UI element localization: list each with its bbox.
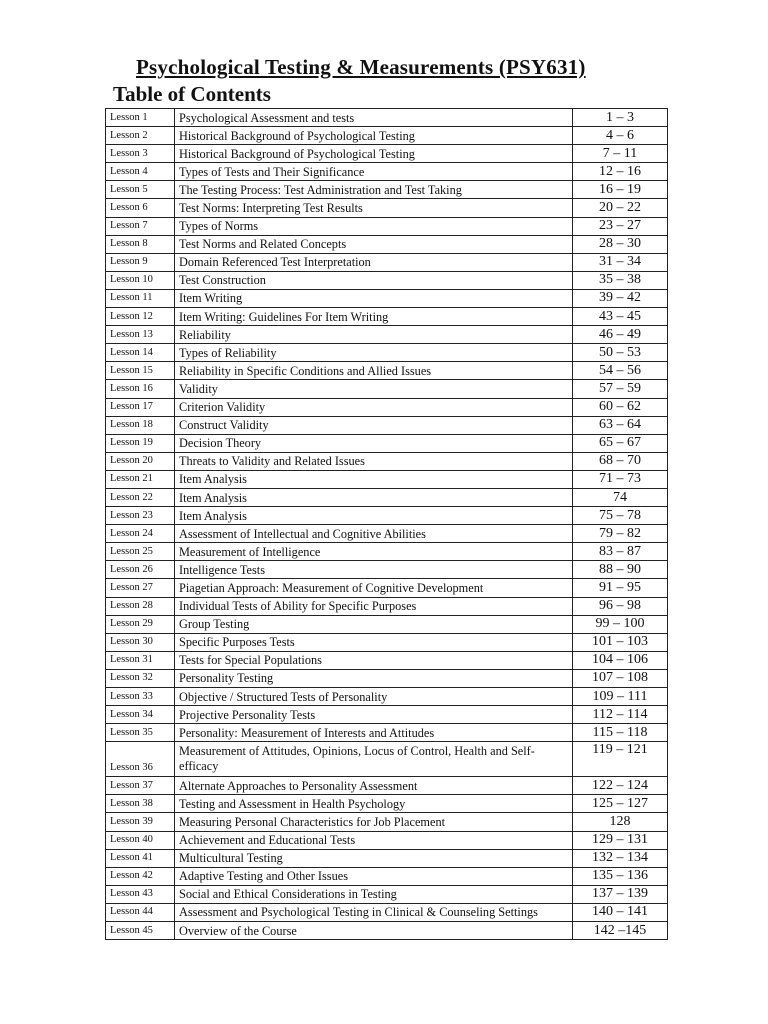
lesson-pages-cell: 71 – 73 bbox=[573, 470, 668, 488]
lesson-title-cell: Types of Reliability bbox=[175, 344, 573, 362]
document-subtitle: Table of Contents bbox=[113, 82, 271, 106]
lesson-title-cell: Measurement of Intelligence bbox=[175, 543, 573, 561]
lesson-number-cell: Lesson 35 bbox=[106, 724, 175, 742]
lesson-title-cell: Alternate Approaches to Personality Assessment bbox=[175, 777, 573, 795]
lesson-number-cell: Lesson 8 bbox=[106, 235, 175, 253]
lesson-title-cell: Historical Background of Psychological Testing bbox=[175, 127, 573, 145]
lesson-number-cell: Lesson 1 bbox=[106, 109, 175, 127]
lesson-pages-cell: 28 – 30 bbox=[573, 235, 668, 253]
lesson-pages-cell: 35 – 38 bbox=[573, 271, 668, 289]
lesson-title-cell: Social and Ethical Considerations in Testing bbox=[175, 885, 573, 903]
table-row bbox=[106, 398, 668, 416]
table-row bbox=[106, 344, 668, 362]
lesson-pages-cell: 129 – 131 bbox=[573, 831, 668, 849]
lesson-pages-cell: 83 – 87 bbox=[573, 543, 668, 561]
lesson-title-cell: Assessment and Psychological Testing in Clinical & Counseling Settings bbox=[175, 903, 573, 921]
lesson-number-cell: Lesson 43 bbox=[106, 885, 175, 903]
lesson-title-cell: Intelligence Tests bbox=[175, 561, 573, 579]
table-row bbox=[106, 217, 668, 235]
lesson-title-cell: Historical Background of Psychological Testing bbox=[175, 145, 573, 163]
lesson-pages-cell: 115 – 118 bbox=[573, 724, 668, 742]
lesson-pages-cell: 16 – 19 bbox=[573, 181, 668, 199]
table-row bbox=[106, 724, 668, 742]
table-row bbox=[106, 633, 668, 651]
lesson-pages-cell: 79 – 82 bbox=[573, 525, 668, 543]
lesson-number-cell: Lesson 39 bbox=[106, 813, 175, 831]
lesson-title-cell: Item Writing: Guidelines For Item Writing bbox=[175, 308, 573, 326]
lesson-pages-cell: 57 – 59 bbox=[573, 380, 668, 398]
lesson-pages-cell: 4 – 6 bbox=[573, 127, 668, 145]
lesson-number-cell: Lesson 9 bbox=[106, 253, 175, 271]
table-row bbox=[106, 380, 668, 398]
table-row bbox=[106, 597, 668, 615]
lesson-number-cell: Lesson 34 bbox=[106, 706, 175, 724]
lesson-number-cell: Lesson 27 bbox=[106, 579, 175, 597]
lesson-number-cell: Lesson 21 bbox=[106, 470, 175, 488]
table-row bbox=[106, 579, 668, 597]
lesson-pages-cell: 65 – 67 bbox=[573, 434, 668, 452]
lesson-pages-cell: 122 – 124 bbox=[573, 777, 668, 795]
lesson-number-cell: Lesson 5 bbox=[106, 181, 175, 199]
lesson-number-cell: Lesson 18 bbox=[106, 416, 175, 434]
lesson-title-cell: Item Analysis bbox=[175, 488, 573, 506]
lesson-number-cell: Lesson 12 bbox=[106, 308, 175, 326]
table-row bbox=[106, 326, 668, 344]
lesson-number-cell: Lesson 10 bbox=[106, 271, 175, 289]
lesson-title-cell: Item Analysis bbox=[175, 470, 573, 488]
lesson-pages-cell: 1 – 3 bbox=[573, 109, 668, 127]
lesson-title-cell: Multicultural Testing bbox=[175, 849, 573, 867]
lesson-pages-cell: 140 – 141 bbox=[573, 903, 668, 921]
table-row bbox=[106, 669, 668, 687]
lesson-pages-cell: 135 – 136 bbox=[573, 867, 668, 885]
lesson-pages-cell: 23 – 27 bbox=[573, 217, 668, 235]
document-title: Psychological Testing & Measurements (PSY631) bbox=[136, 55, 586, 79]
lesson-pages-cell: 63 – 64 bbox=[573, 416, 668, 434]
table-row bbox=[106, 795, 668, 813]
table-row bbox=[106, 253, 668, 271]
lesson-title-cell: Test Construction bbox=[175, 271, 573, 289]
lesson-title-cell: Testing and Assessment in Health Psychology bbox=[175, 795, 573, 813]
table-row bbox=[106, 488, 668, 506]
lesson-pages-cell: 68 – 70 bbox=[573, 452, 668, 470]
lesson-title-cell: Criterion Validity bbox=[175, 398, 573, 416]
lesson-number-cell: Lesson 42 bbox=[106, 867, 175, 885]
lesson-number-cell: Lesson 30 bbox=[106, 633, 175, 651]
lesson-title-cell: Achievement and Educational Tests bbox=[175, 831, 573, 849]
table-row bbox=[106, 145, 668, 163]
lesson-number-cell: Lesson 13 bbox=[106, 326, 175, 344]
lesson-number-cell: Lesson 26 bbox=[106, 561, 175, 579]
lesson-title-cell: The Testing Process: Test Administration and Test Taking bbox=[175, 181, 573, 199]
lesson-pages-cell: 91 – 95 bbox=[573, 579, 668, 597]
lesson-pages-cell: 101 – 103 bbox=[573, 633, 668, 651]
lesson-title-cell: Overview of the Course bbox=[175, 922, 573, 940]
lesson-pages-cell: 125 – 127 bbox=[573, 795, 668, 813]
table-row bbox=[106, 235, 668, 253]
table-row bbox=[106, 867, 668, 885]
lesson-title-cell: Personality Testing bbox=[175, 669, 573, 687]
lesson-title-cell: Psychological Assessment and tests bbox=[175, 109, 573, 127]
lesson-number-cell: Lesson 11 bbox=[106, 289, 175, 307]
lesson-title-cell: Adaptive Testing and Other Issues bbox=[175, 867, 573, 885]
table-row bbox=[106, 452, 668, 470]
lesson-number-cell: Lesson 33 bbox=[106, 688, 175, 706]
table-row bbox=[106, 199, 668, 217]
lesson-pages-cell: 137 – 139 bbox=[573, 885, 668, 903]
lesson-title-cell: Measurement of Attitudes, Opinions, Locus of Control, Health and Self-efficacy bbox=[175, 742, 573, 777]
lesson-number-cell: Lesson 20 bbox=[106, 452, 175, 470]
toc-table bbox=[105, 108, 668, 940]
table-row bbox=[106, 688, 668, 706]
lesson-number-cell: Lesson 40 bbox=[106, 831, 175, 849]
lesson-pages-cell: 75 – 78 bbox=[573, 507, 668, 525]
lesson-pages-cell: 88 – 90 bbox=[573, 561, 668, 579]
lesson-title-cell: Individual Tests of Ability for Specific Purposes bbox=[175, 597, 573, 615]
table-row bbox=[106, 849, 668, 867]
lesson-title-cell: Item Writing bbox=[175, 289, 573, 307]
table-row bbox=[106, 507, 668, 525]
lesson-number-cell: Lesson 24 bbox=[106, 525, 175, 543]
lesson-pages-cell: 119 – 121 bbox=[573, 742, 668, 777]
lesson-pages-cell: 112 – 114 bbox=[573, 706, 668, 724]
lesson-title-cell: Personality: Measurement of Interests and Attitudes bbox=[175, 724, 573, 742]
table-row bbox=[106, 831, 668, 849]
lesson-pages-cell: 109 – 111 bbox=[573, 688, 668, 706]
table-row bbox=[106, 470, 668, 488]
lesson-number-cell: Lesson 17 bbox=[106, 398, 175, 416]
table-row bbox=[106, 163, 668, 181]
lesson-title-cell: Reliability in Specific Conditions and Allied Issues bbox=[175, 362, 573, 380]
lesson-title-cell: Domain Referenced Test Interpretation bbox=[175, 253, 573, 271]
lesson-pages-cell: 104 – 106 bbox=[573, 651, 668, 669]
lesson-number-cell: Lesson 23 bbox=[106, 507, 175, 525]
lesson-pages-cell: 12 – 16 bbox=[573, 163, 668, 181]
lesson-number-cell: Lesson 16 bbox=[106, 380, 175, 398]
lesson-pages-cell: 46 – 49 bbox=[573, 326, 668, 344]
lesson-number-cell: Lesson 25 bbox=[106, 543, 175, 561]
lesson-title-cell: Decision Theory bbox=[175, 434, 573, 452]
lesson-title-cell: Measuring Personal Characteristics for Job Placement bbox=[175, 813, 573, 831]
lesson-pages-cell: 7 – 11 bbox=[573, 145, 668, 163]
lesson-number-cell: Lesson 45 bbox=[106, 922, 175, 940]
lesson-title-cell: Specific Purposes Tests bbox=[175, 633, 573, 651]
lesson-number-cell: Lesson 6 bbox=[106, 199, 175, 217]
lesson-number-cell: Lesson 22 bbox=[106, 488, 175, 506]
lesson-title-cell: Types of Norms bbox=[175, 217, 573, 235]
lesson-pages-cell: 99 – 100 bbox=[573, 615, 668, 633]
lesson-pages-cell: 39 – 42 bbox=[573, 289, 668, 307]
lesson-number-cell: Lesson 38 bbox=[106, 795, 175, 813]
lesson-number-cell: Lesson 3 bbox=[106, 145, 175, 163]
lesson-title-cell: Piagetian Approach: Measurement of Cognitive Development bbox=[175, 579, 573, 597]
lesson-pages-cell: 142 –145 bbox=[573, 922, 668, 940]
table-row bbox=[106, 416, 668, 434]
lesson-title-cell: Assessment of Intellectual and Cognitive Abilities bbox=[175, 525, 573, 543]
table-row bbox=[106, 922, 668, 940]
lesson-number-cell: Lesson 41 bbox=[106, 849, 175, 867]
table-row bbox=[106, 271, 668, 289]
table-row bbox=[106, 362, 668, 380]
table-row bbox=[106, 561, 668, 579]
lesson-pages-cell: 54 – 56 bbox=[573, 362, 668, 380]
table-row bbox=[106, 127, 668, 145]
lesson-pages-cell: 43 – 45 bbox=[573, 308, 668, 326]
lesson-title-cell: Test Norms: Interpreting Test Results bbox=[175, 199, 573, 217]
table-row bbox=[106, 742, 668, 777]
lesson-number-cell: Lesson 7 bbox=[106, 217, 175, 235]
lesson-title-cell: Threats to Validity and Related Issues bbox=[175, 452, 573, 470]
toc-table-body bbox=[106, 109, 668, 940]
lesson-title-cell: Tests for Special Populations bbox=[175, 651, 573, 669]
lesson-number-cell: Lesson 36 bbox=[106, 742, 175, 777]
table-row bbox=[106, 706, 668, 724]
lesson-title-cell: Group Testing bbox=[175, 615, 573, 633]
table-row bbox=[106, 543, 668, 561]
lesson-pages-cell: 50 – 53 bbox=[573, 344, 668, 362]
lesson-pages-cell: 132 – 134 bbox=[573, 849, 668, 867]
table-row bbox=[106, 181, 668, 199]
lesson-pages-cell: 107 – 108 bbox=[573, 669, 668, 687]
lesson-pages-cell: 60 – 62 bbox=[573, 398, 668, 416]
lesson-number-cell: Lesson 14 bbox=[106, 344, 175, 362]
table-row bbox=[106, 777, 668, 795]
lesson-title-cell: Validity bbox=[175, 380, 573, 398]
lesson-pages-cell: 128 bbox=[573, 813, 668, 831]
table-row bbox=[106, 289, 668, 307]
lesson-title-cell: Construct Validity bbox=[175, 416, 573, 434]
lesson-pages-cell: 74 bbox=[573, 488, 668, 506]
lesson-title-cell: Test Norms and Related Concepts bbox=[175, 235, 573, 253]
lesson-number-cell: Lesson 19 bbox=[106, 434, 175, 452]
table-row bbox=[106, 434, 668, 452]
lesson-pages-cell: 31 – 34 bbox=[573, 253, 668, 271]
lesson-title-cell: Item Analysis bbox=[175, 507, 573, 525]
lesson-number-cell: Lesson 28 bbox=[106, 597, 175, 615]
table-row bbox=[106, 651, 668, 669]
lesson-title-cell: Reliability bbox=[175, 326, 573, 344]
table-row bbox=[106, 525, 668, 543]
lesson-number-cell: Lesson 15 bbox=[106, 362, 175, 380]
table-row bbox=[106, 308, 668, 326]
table-row bbox=[106, 615, 668, 633]
lesson-title-cell: Objective / Structured Tests of Personality bbox=[175, 688, 573, 706]
lesson-number-cell: Lesson 31 bbox=[106, 651, 175, 669]
lesson-number-cell: Lesson 32 bbox=[106, 669, 175, 687]
table-row bbox=[106, 885, 668, 903]
table-row bbox=[106, 109, 668, 127]
lesson-pages-cell: 20 – 22 bbox=[573, 199, 668, 217]
lesson-title-cell: Projective Personality Tests bbox=[175, 706, 573, 724]
lesson-number-cell: Lesson 2 bbox=[106, 127, 175, 145]
table-row bbox=[106, 813, 668, 831]
lesson-title-cell: Types of Tests and Their Significance bbox=[175, 163, 573, 181]
lesson-number-cell: Lesson 29 bbox=[106, 615, 175, 633]
lesson-number-cell: Lesson 4 bbox=[106, 163, 175, 181]
lesson-number-cell: Lesson 44 bbox=[106, 903, 175, 921]
lesson-pages-cell: 96 – 98 bbox=[573, 597, 668, 615]
table-row bbox=[106, 903, 668, 921]
lesson-number-cell: Lesson 37 bbox=[106, 777, 175, 795]
